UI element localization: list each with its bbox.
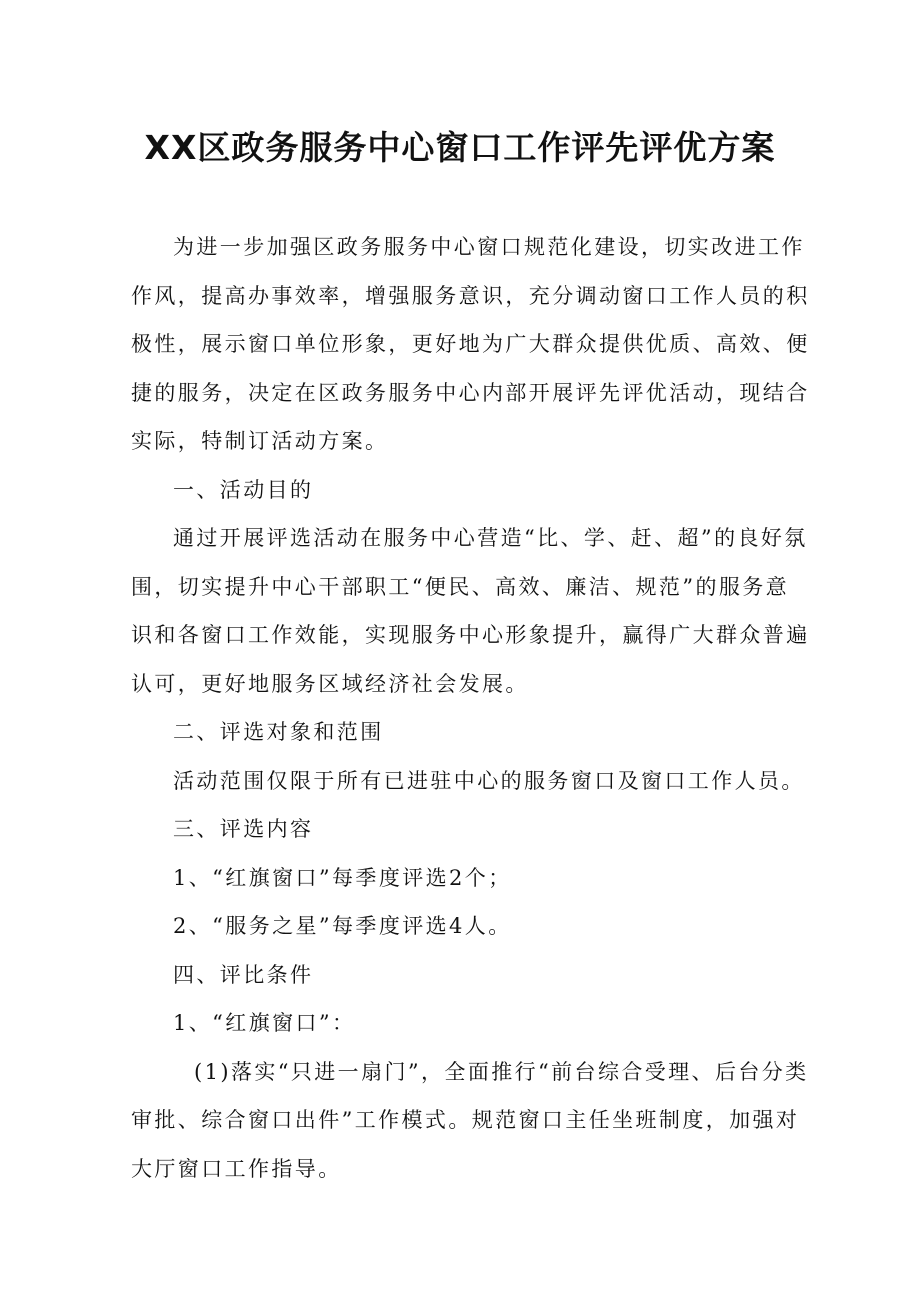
criteria-item-red-flag-window: 1、“红旗窗口”： [173, 1011, 356, 1035]
purpose-paragraph: 通过开展评选活动在服务中心营造“比、学、赶、超”的良好氛围，切实提升中心干部职工“便民、高效、廉洁、规范”的服务意识和各窗口工作效能，实现服务中心形象提升，赢得广大群众普遍认可，更好地服务区域经济社会发展。 [131, 526, 810, 696]
section-heading-purpose: 一、活动目的 [173, 477, 314, 502]
section-heading-scope: 二、评选对象和范围 [173, 720, 384, 744]
section-heading-content: 三、评选内容 [173, 817, 314, 841]
document-body [131, 223, 811, 1193]
intro-paragraph: 为进一步加强区政务服务中心窗口规范化建设，切实改进工作作风，提高办事效率，增强服务意识，充分调动窗口工作人员的积极性，展示窗口单位形象，更好地为广大群众提供优质、高效、便捷的服务，决定在区政务服务中心内部开展评先评优活动，现结合实际，特制订活动方案。 [131, 235, 810, 453]
content-item-service-star: 2、“服务之星”每季度评选4人。 [173, 914, 512, 938]
document-title: XX区政务服务中心窗口工作评先评优方案 [144, 128, 776, 167]
content-item-red-flag-window: 1、“红旗窗口”每季度评选2个； [173, 865, 512, 890]
section-heading-criteria: 四、评比条件 [173, 962, 314, 987]
scope-paragraph: 活动范围仅限于所有已进驻中心的服务窗口及窗口工作人员。 [173, 768, 805, 793]
criteria-subitem-1: (1)落实“只进一扇门”，全面推行“前台综合受理、后台分类审批、综合窗口出件”工作模式。规范窗口主任坐班制度，加强对大厅窗口工作指导。 [131, 1059, 809, 1181]
